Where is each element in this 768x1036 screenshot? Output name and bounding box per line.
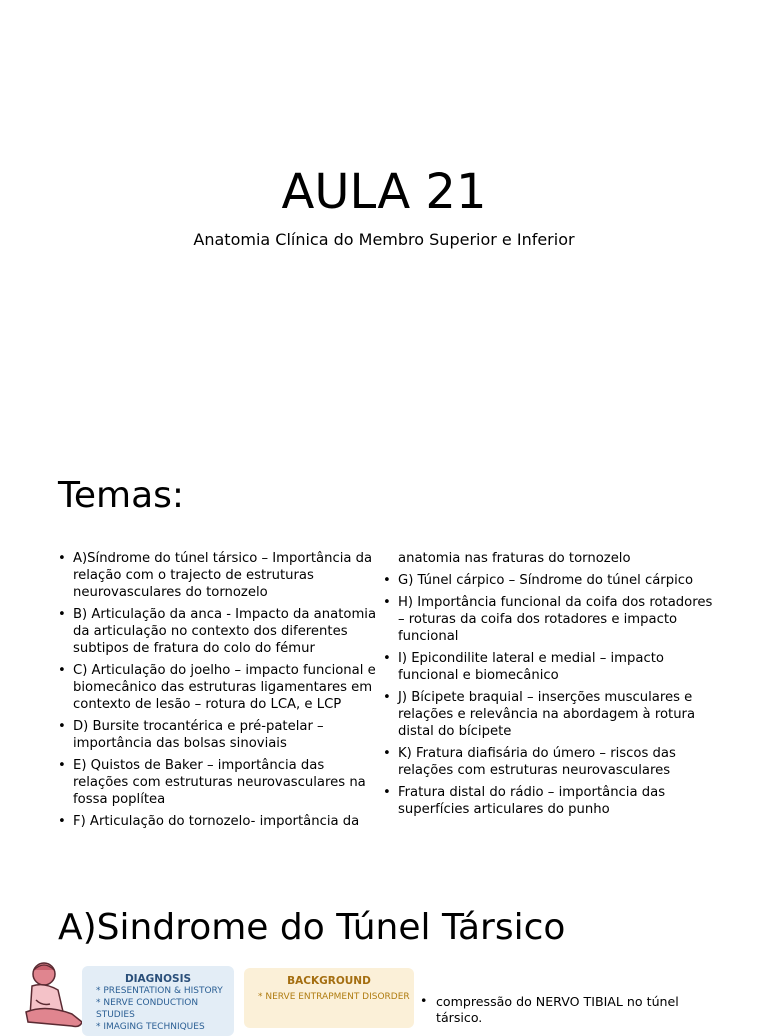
- topics-slide: [0, 440, 768, 860]
- list-item-continuation: anatomia nas fraturas do tornozelo: [398, 551, 631, 566]
- list-item: • compressão do NERVO TIBIAL no túnel társico.: [420, 993, 679, 1025]
- diagnosis-card-title: DIAGNOSIS: [124, 973, 192, 985]
- bullet-icon: •: [58, 758, 66, 773]
- bullet-icon: •: [58, 814, 66, 829]
- tarsal-tunnel-heading: A)Sindrome do Túnel Társico: [58, 907, 566, 948]
- bullet-icon: •: [383, 573, 391, 588]
- diagnosis-card: [82, 966, 234, 1036]
- bullet-icon: •: [383, 746, 391, 761]
- list-item: • A)Síndrome do túnel társico – Importância da relação com o trajecto de estruturas neurovasculares do tornozelo: [58, 551, 373, 600]
- bullet-icon: •: [383, 651, 391, 666]
- person-holding-foot-illustration-icon: [22, 960, 84, 1030]
- list-item: • C) Articulação do joelho – impacto funcional e biomecânico das estruturas ligamentares em contexto de lesão – rotura do LCA, e LCP: [58, 663, 376, 712]
- background-card-title: BACKGROUND: [287, 975, 371, 987]
- list-item: • F) Articulação do tornozelo- importância da: [58, 814, 360, 829]
- background-card: [244, 968, 414, 1028]
- bullet-icon: •: [58, 719, 66, 734]
- topics-left-column: [58, 550, 380, 835]
- bullet-icon: •: [383, 595, 391, 610]
- diagnosis-item: * IMAGING TECHNIQUES: [96, 1022, 205, 1032]
- list-item: • Fratura distal do rádio – importância das superfícies articulares do punho: [383, 785, 666, 817]
- list-item: • D) Bursite trocantérica e pré-patelar – importância das bolsas sinoviais: [58, 719, 324, 751]
- list-item: • G) Túnel cárpico – Síndrome do túnel cárpico: [383, 573, 694, 588]
- title-slide: [0, 0, 768, 440]
- topics-right-column: [383, 550, 713, 823]
- bullet-icon: •: [58, 663, 66, 678]
- list-item: • K) Fratura diafisária do úmero – riscos das relações com estruturas neurovasculares: [383, 746, 676, 778]
- bullet-icon: •: [58, 551, 66, 566]
- topics-heading: Temas:: [58, 475, 185, 516]
- list-item: • E) Quistos de Baker – importância das relações com estruturas neurovasculares na fossa poplítea: [58, 758, 366, 807]
- diagnosis-item: * PRESENTATION & HISTORY: [96, 986, 223, 996]
- slide-subtitle: Anatomia Clínica do Membro Superior e Inferior: [193, 230, 575, 249]
- background-item: * NERVE ENTRAPMENT DISORDER: [258, 992, 410, 1002]
- diagnosis-item: * NERVE CONDUCTION STUDIES: [96, 998, 199, 1020]
- list-item: • H) Importância funcional da coifa dos rotadores – roturas da coifa dos rotadores e impacto funcional: [383, 595, 713, 644]
- tarsal-tunnel-bullets: [420, 994, 720, 1026]
- list-item: • B) Articulação da anca - Impacto da anatomia da articulação no contexto dos diferentes subtipos de fratura do colo do fémur: [58, 607, 377, 656]
- bullet-icon: •: [383, 690, 391, 705]
- tarsal-tunnel-slide: [0, 860, 768, 1032]
- list-item: • J) Bícipete braquial – inserções musculares e relações e relevância na abordagem à rotura distal do bícipete: [383, 690, 696, 739]
- slide-title: AULA 21: [281, 164, 487, 220]
- bullet-icon: •: [420, 993, 428, 1008]
- bullet-icon: •: [58, 607, 66, 622]
- bullet-icon: •: [383, 785, 391, 800]
- list-item: • I) Epicondilite lateral e medial – impacto funcional e biomecânico: [383, 651, 664, 683]
